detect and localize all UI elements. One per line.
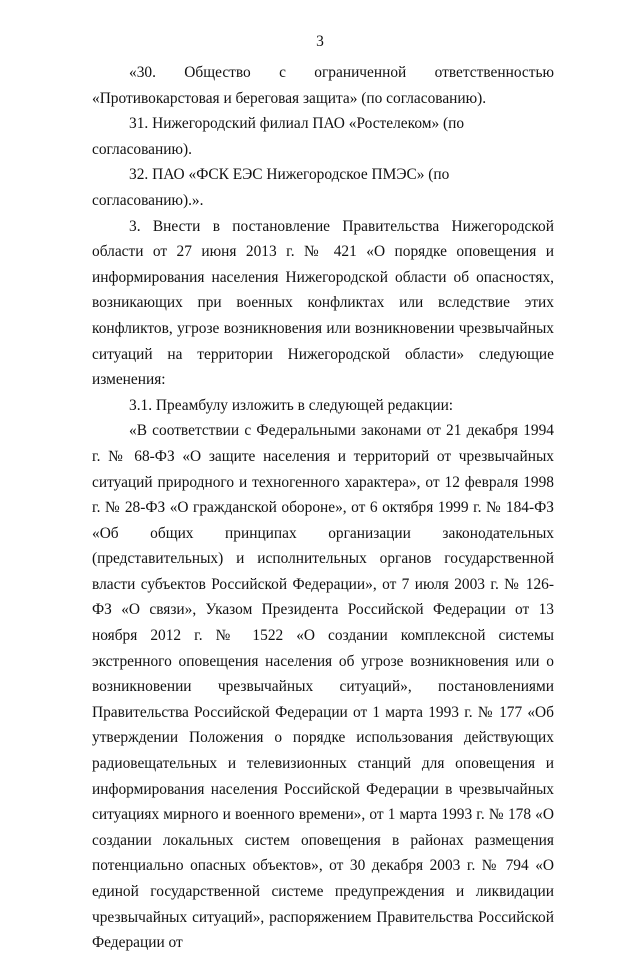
paragraph-item-30: «30. Общество с ограниченной ответственностью «Противокарстовая и береговая защита» (по согласованию).: [92, 64, 554, 107]
paragraph-amendment-3: 3. Внести в постановление Правительства Нижегородской области от 27 июня 2013 г. № 421 «О порядке оповещения и информирования населения Нижегородской области об опасностях, возникающих при военных конфликтах или вследствие этих конфликтов, угрозе возникновения или возникновении чрезвычайных ситуаций на территории Нижегородской области» следующие изменения:: [92, 217, 554, 389]
document-body: [92, 60, 554, 956]
paragraph-item-31: 31. Нижегородский филиал ПАО «Ростелеком» (по согласованию).: [92, 115, 465, 158]
paragraph-item-32: 32. ПАО «ФСК ЕЭС Нижегородское ПМЭС» (по согласованию).».: [92, 166, 450, 209]
page-number: 3: [316, 33, 324, 50]
paragraph-preamble: «В соответствии с Федеральными законами от 21 декабря 1994 г. № 68-ФЗ «О защите населения и территорий от чрезвычайных ситуаций природного и техногенного характера», от 12 февраля 1998 г. № 28-ФЗ «О гражданской обороне», от 6 октября 1999 г. № 184-ФЗ «Об общих принципах организации законодательных (представительных) и исполнительных органов государственной власти субъектов Российской Федерации», от 7 июля 2003 г. № 126-ФЗ «О связи», Указом Президента Российской Федерации от 13 ноября 2012 г. № 1522 «О создании комплексной системы экстренного оповещения населения об угрозе возникновения или о возникновении чрезвычайных ситуаций», постановлениями Правительства Российской Федерации от 1 марта 1993 г. № 177 «Об утверждении Положения о порядке использования действующих радиовещательных и телевизионных станций для оповещения и информирования населения Российской Федерации в чрезвычайных ситуациях мирного и военного времени», от 1 марта 1993 г. № 178 «О создании локальных систем оповещения в районах размещения потенциально опасных объектов», от 30 декабря 2003 г. № 794 «О единой государственной системе предупреждения и ликвидации чрезвычайных ситуаций», распоряжением Правительства Российской Федерации от: [92, 422, 554, 952]
paragraph-amendment-3-1: 3.1. Преамбулу изложить в следующей редакции:: [129, 396, 454, 414]
